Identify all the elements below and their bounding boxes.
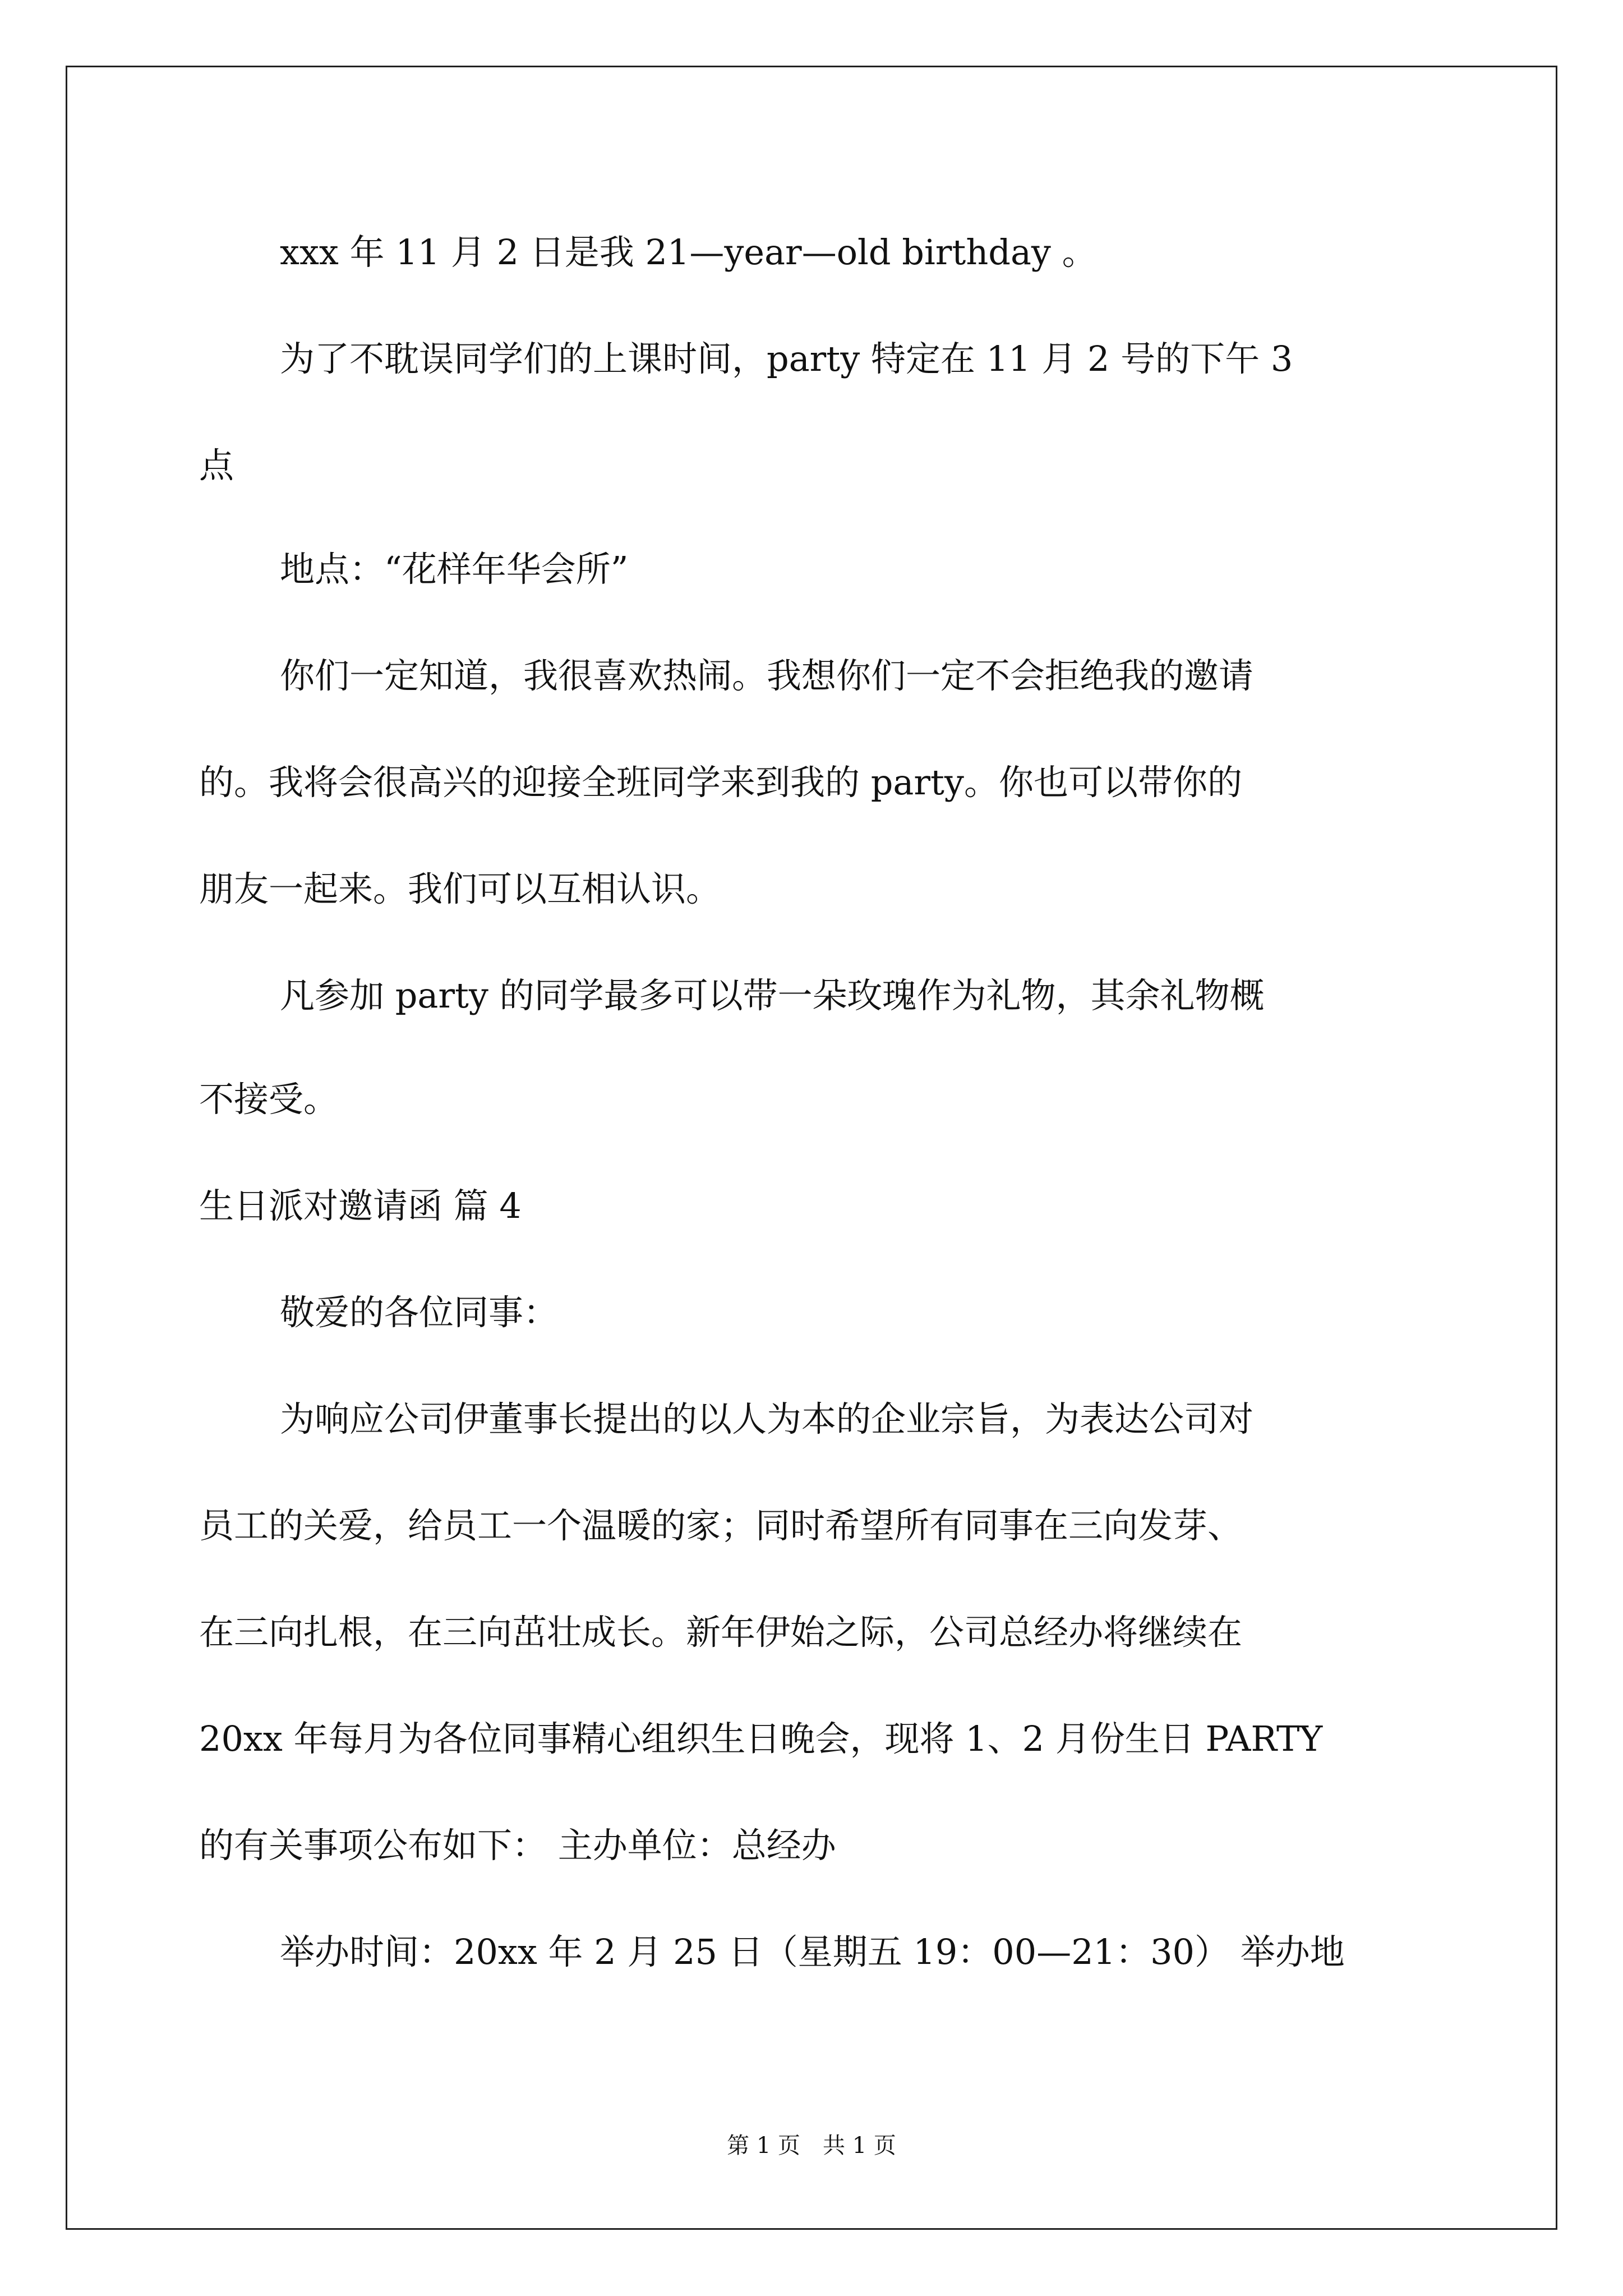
paragraph-line: 举办时间：20xx 年 2 月 25 日（星期五 19：00—21：30） 举办地: [280, 1931, 1345, 1972]
paragraph-line: 员工的关爱，给员工一个温暖的家；同时希望所有同事在三向发芽、: [199, 1505, 1243, 1546]
paragraph-line: 不接受。: [199, 1079, 339, 1120]
paragraph-line: 的。我将会很高兴的迎接全班同学来到我的 party。你也可以带你的: [199, 762, 1242, 803]
paragraph-line: 地点：“花样年华会所”: [280, 549, 629, 590]
section-heading: 生日派对邀请函 篇 4: [199, 1185, 522, 1226]
paragraph-line: 点: [199, 445, 234, 486]
paragraph-line: 在三向扎根，在三向茁壮成长。新年伊始之际，公司总经办将继续在: [199, 1612, 1243, 1653]
page-footer: 第 1 页 共 1 页: [727, 2133, 896, 2159]
paragraph-line: 的有关事项公布如下： 主办单位：总经办: [199, 1825, 836, 1866]
paragraph-line: 为了不耽误同学们的上课时间，party 特定在 11 月 2 号的下午 3: [280, 338, 1293, 379]
paragraph-line: 20xx 年每月为各位同事精心组织生日晚会，现将 1、2 月份生日 PARTY: [199, 1718, 1323, 1759]
paragraph-line: 为响应公司伊董事长提出的以人为本的企业宗旨，为表达公司对: [280, 1398, 1254, 1439]
paragraph-line: xxx 年 11 月 2 日是我 21—year—old birthday 。: [280, 232, 1097, 273]
page-border: [66, 66, 1557, 2230]
paragraph-line: 朋友一起来。我们可以互相认识。: [199, 868, 721, 909]
paragraph-line: 凡参加 party 的同学最多可以带一朵玫瑰作为礼物，其余礼物概: [280, 975, 1265, 1016]
paragraph-line: 你们一定知道，我很喜欢热闹。我想你们一定不会拒绝我的邀请: [280, 655, 1254, 696]
salutation: 敬爱的各位同事：: [280, 1292, 559, 1333]
